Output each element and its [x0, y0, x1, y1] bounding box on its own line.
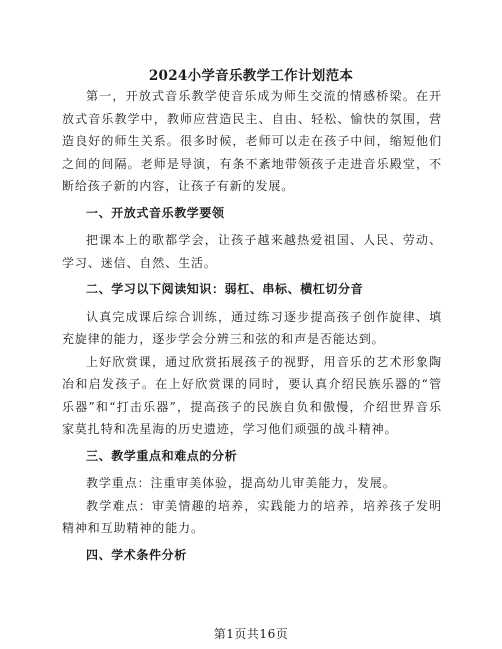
section-3-heading: 三、教学重点和难点的分析 [86, 448, 238, 463]
section-4-heading: 四、学术条件分析 [86, 547, 187, 562]
document-title: 2024小学音乐教学工作计划范本 [148, 68, 354, 84]
section-2-heading: 二、学习以下阅读知识：弱杠、串标、横杠切分音 [86, 282, 364, 296]
section-1-paragraph-1: 把课本上的歌都学会，让孩子越来越热爱祖国、人民、劳动、学习、迷信、自然、生活。 [62, 233, 442, 270]
intro-paragraph: 第一，开放式音乐教学使音乐成为师生交流的情感桥梁。在开放式音乐教学中，教师应营造民主、自由、轻松、愉快的氛围，营造良好的师生关系。很多时候，老师可以走在孩子中间，缩短他们之间的间隔。老师是导演，有条不紊地带领孩子走进音乐殿堂，不断给孩子新的内容，让孩子有新的发展。 [62, 89, 442, 193]
page-number-footer: 第1页共16页 [213, 627, 289, 641]
section-2-paragraph-1: 认真完成课后综合训练，通过练习逐步提高孩子创作旋律、填充旋律的能力，逐步学会分辨三和弦的和声是否能达到。 [62, 309, 442, 346]
section-2-paragraph-2: 上好欣赏课，通过欣赏拓展孩子的视野，用音乐的艺术形象陶冶和启发孩子。在上好欣赏课的同时，要认真介绍民族乐器的“管乐器”和“打击乐器”，提高孩子的民族自负和傲慢，介绍世界音乐家莫扎特和冼星海的历史遗迹，学习他们顽强的战斗精神。 [62, 354, 442, 436]
document-body [62, 85, 442, 571]
section-3-paragraph-2: 教学难点：审美情趣的培养，实践能力的培养，培养孩子发明精神和互助精神的能力。 [62, 498, 442, 535]
section-1-heading: 一、开放式音乐教学要领 [86, 205, 225, 220]
section-3-paragraph-1: 教学重点：注重审美体验，提高幼儿审美能力，发展。 [86, 476, 396, 490]
